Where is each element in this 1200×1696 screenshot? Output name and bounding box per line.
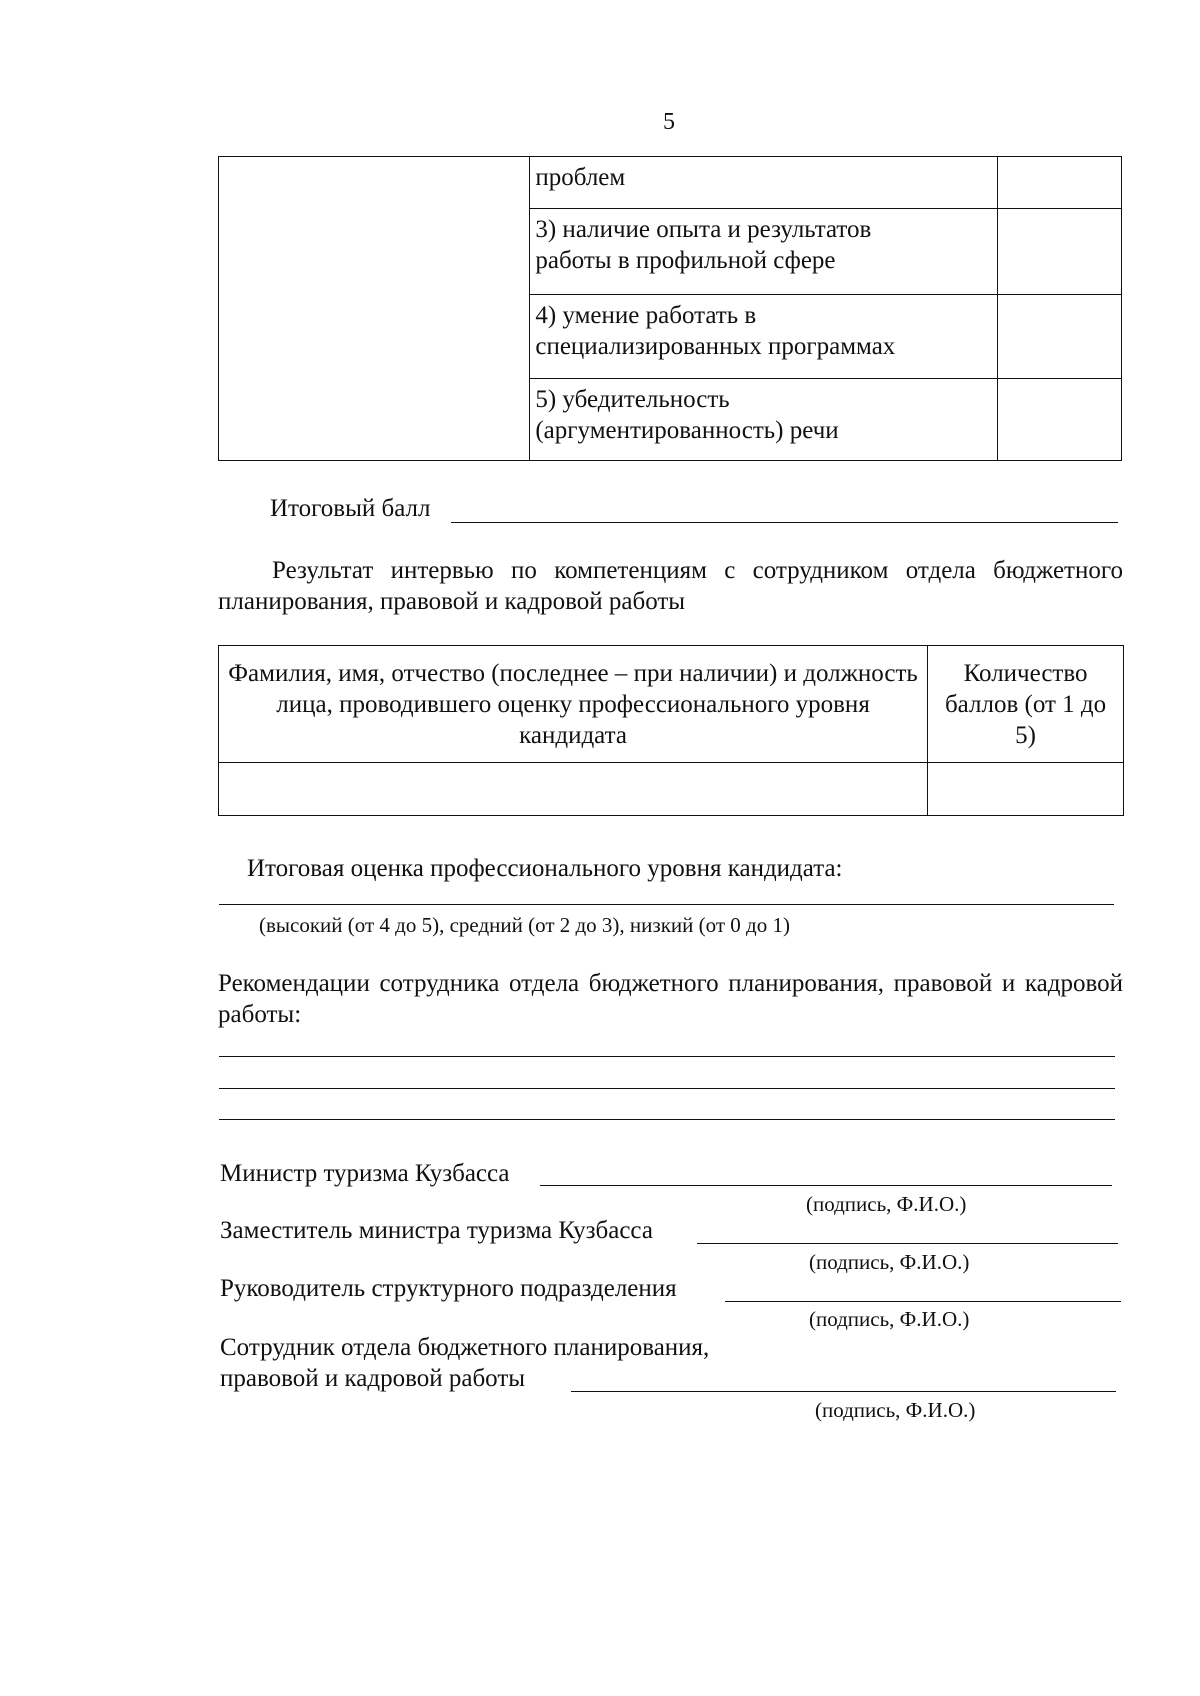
criteria-text-cell: проблем <box>530 157 998 209</box>
table-row <box>219 157 1122 209</box>
criteria-text-cell: 5) убедительность (аргументированность) речи <box>530 379 998 461</box>
final-assessment-hint: (высокий (от 4 до 5), средний (от 2 до 3), низкий (от 0 до 1) <box>259 913 790 937</box>
page-number: 5 <box>663 109 675 135</box>
total-score-field[interactable] <box>451 522 1118 523</box>
signature-title-deputy: Заместитель министра туризма Кузбасса <box>220 1217 653 1244</box>
signature-field-employee[interactable] <box>571 1391 1116 1392</box>
recommendations-line-3[interactable] <box>219 1119 1115 1120</box>
signature-field-deputy[interactable] <box>697 1243 1118 1244</box>
criteria-score-cell[interactable] <box>998 209 1122 295</box>
signature-title-head: Руководитель структурного подразделения <box>220 1275 677 1302</box>
recommendations-label: Рекомендации сотрудника отдела бюджетного планирования, правовой и кадровой работы: <box>218 970 1123 1028</box>
criteria-text-cell: 3) наличие опыта и результатов работы в профильной сфере <box>530 209 998 295</box>
assessor-name-header: Фамилия, имя, отчество (последнее – при наличии) и должность лица, проводившего оценку профессионального уровня кандидата <box>219 646 928 763</box>
signature-title-employee-line1: Сотрудник отдела бюджетного планирования, <box>220 1334 710 1361</box>
score-header: Количество баллов (от 1 до 5) <box>928 646 1124 763</box>
criteria-name-cell <box>219 157 530 461</box>
signature-hint: (подпись, Ф.И.О.) <box>809 1307 970 1331</box>
table-row <box>219 763 1124 816</box>
signature-hint: (подпись, Ф.И.О.) <box>809 1250 970 1274</box>
criteria-text-cell: 4) умение работать в специализированных программах <box>530 295 998 379</box>
signature-field-minister[interactable] <box>540 1185 1112 1186</box>
criteria-score-cell[interactable] <box>998 379 1122 461</box>
criteria-score-cell[interactable] <box>998 157 1122 209</box>
total-score-label: Итоговый балл <box>270 495 431 522</box>
criteria-score-cell[interactable] <box>998 295 1122 379</box>
criteria-table <box>218 156 1122 461</box>
assessor-table <box>218 645 1124 816</box>
assessor-name-cell[interactable] <box>219 763 928 816</box>
table-header-row <box>219 646 1124 763</box>
signature-title-employee-line2: правовой и кадровой работы <box>220 1365 526 1392</box>
signature-hint: (подпись, Ф.И.О.) <box>815 1398 976 1422</box>
signature-hint: (подпись, Ф.И.О.) <box>806 1192 967 1216</box>
score-cell[interactable] <box>928 763 1124 816</box>
recommendations-line-1[interactable] <box>219 1056 1115 1057</box>
final-assessment-field[interactable] <box>219 904 1114 905</box>
recommendations-line-2[interactable] <box>219 1088 1115 1089</box>
final-assessment-label: Итоговая оценка профессионального уровня кандидата: <box>247 855 843 882</box>
signature-title-minister: Министр туризма Кузбасса <box>220 1160 510 1187</box>
signature-field-head[interactable] <box>725 1301 1121 1302</box>
interview-result-paragraph: Результат интервью по компетенциям с сотрудником отдела бюджетного планирования, правовой и кадровой работы <box>218 557 1123 615</box>
